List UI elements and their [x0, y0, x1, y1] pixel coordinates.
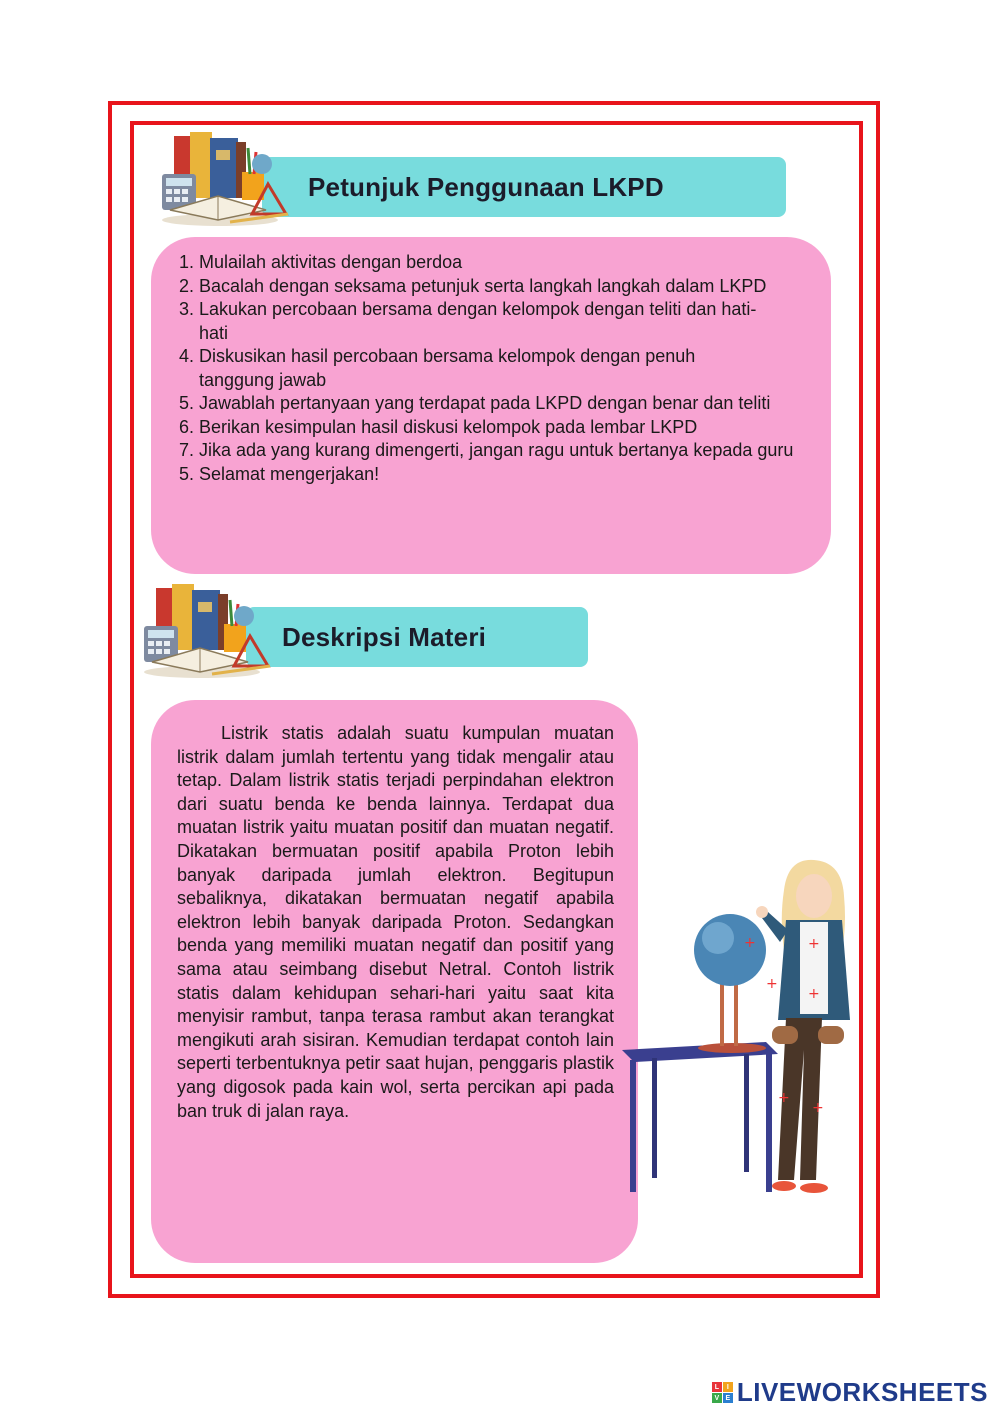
svg-text:+: +	[744, 935, 756, 951]
description-card	[151, 700, 638, 1263]
description-paragraph: Listrik statis adalah suatu kumpulan muatan listrik dalam jumlah tertentu yang tidak mengalir atau tetap. Dalam listrik statis terjadi perpindahan elektron dari suatu benda ke benda lainnya. Terdapat dua muatan listrik yaitu muatan positif dan muatan negatif. Dikatakan bermuatan positif apabila Proton lebih banyak daripada jumlah elektron. Begitupun sebaliknya, dikatakan bermuatan negatif apabila elektron lebih banyak daripada Proton. Sedangkan benda yang memiliki muatan negatif dan positif yang sama atau seimbang disebut Netral. Contoh listrik statis dalam kehidupan sehari-hari yaitu saat kita menyisir rambut, tanpa terasa rambut akan terangkat mengikuti arah sisiran. Kemudian terdapat contoh lain seperti terbentuknya petir saat hujan, penggaris plastik yang digosok pada kain wol, serta percikan api pada ban truk di jalan raya.	[177, 723, 614, 1121]
svg-text:+: +	[778, 1090, 790, 1106]
svg-text:+: +	[812, 1100, 824, 1116]
svg-text:+: +	[808, 986, 820, 1002]
list-item: 1. Mulailah aktivitas dengan berdoa	[179, 252, 463, 272]
list-item: 5. Selamat mengerjakan!	[179, 463, 380, 484]
section1-title: Petunjuk Penggunaan LKPD	[308, 171, 664, 202]
list-item: 6. Berikan kesimpulan hasil diskusi kelompok pada lembar LKPD	[179, 416, 698, 437]
svg-text:+: +	[808, 936, 820, 952]
instructions-list	[179, 251, 821, 486]
instructions-card	[151, 237, 831, 574]
books-calculator-icon	[142, 580, 272, 685]
section2-title-bar	[246, 607, 588, 667]
list-item: 2. Bacalah dengan seksama petunjuk serta langkah langkah dalam LKPD	[179, 275, 767, 296]
list-item: 7. Jika ada yang kurang dimengerti, jangan ragu untuk bertanya kepada guru	[179, 440, 794, 460]
brand-text: LIVEWORKSHEETS	[736, 1377, 988, 1407]
girl-van-de-graaff-illustration	[618, 850, 858, 1205]
section1-title-bar	[262, 157, 786, 217]
list-item: 4. Diskusikan hasil percobaan bersama kelompok dengan penuh tanggung jawab	[179, 346, 696, 390]
section2-title: Deskripsi Materi	[282, 621, 487, 652]
liveworksheets-logo-icon: L I V E	[712, 1382, 733, 1403]
svg-text:+: +	[766, 976, 778, 992]
books-calculator-icon	[160, 128, 290, 233]
liveworksheets-brand	[712, 1377, 988, 1408]
list-item: 5. Jawablah pertanyaan yang terdapat pada LKPD dengan benar dan teliti	[179, 393, 771, 413]
list-item: 3. Lakukan percobaan bersama dengan kelompok dengan teliti dan hati-hati	[179, 299, 757, 343]
